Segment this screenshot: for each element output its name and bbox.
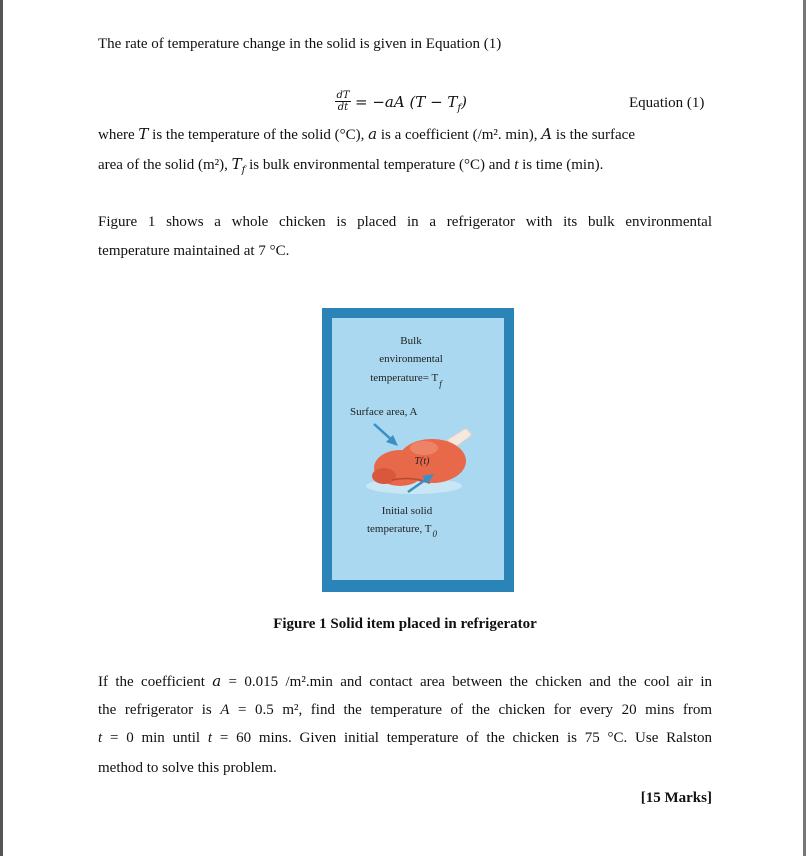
equation-rhs-main: = −aA (T − T (355, 93, 458, 111)
where-text: is time (min). (518, 157, 604, 173)
initial-label-2-text: temperature, T (366, 523, 432, 535)
marks-label: [15 Marks] (640, 790, 712, 806)
problem-line-1 (98, 671, 712, 692)
bulk-label-sub: f (439, 379, 442, 389)
where-line-2 (98, 154, 603, 181)
problem-text: = 0 min until (102, 730, 208, 746)
problem-line-3 (98, 728, 712, 748)
initial-label-1: Initial solid (381, 505, 433, 517)
intro-text: The rate of temperature change in the solid is given in Equation (1) (98, 36, 502, 52)
equation-rhs (355, 92, 467, 119)
equation-rhs-close: ) (461, 93, 467, 111)
problem-line-4: method to solve this problem. (98, 760, 277, 776)
equation-numerator: dT (336, 90, 350, 101)
var-t: t (207, 730, 213, 746)
var-t: t (98, 730, 103, 746)
equation-denominator: dt (337, 102, 349, 113)
chicken-temperature-label: T(t) (414, 456, 430, 467)
equation-fraction (335, 90, 351, 113)
bulk-label-2: environmental (379, 353, 443, 365)
problem-text: = 60 mins. Given initial temperature of the chicken is 75 °C. Use Ralston (212, 730, 713, 746)
var-T: T (138, 125, 149, 143)
var-a: a (368, 125, 378, 143)
figure-intro-line-2: temperature maintained at 7 °C. (98, 243, 290, 259)
where-text: area of the solid (m²), (98, 157, 232, 173)
var-t: t (514, 157, 519, 173)
equation-label: Equation (1) (629, 95, 705, 111)
page-edge-left (0, 0, 3, 856)
bulk-label-1: Bulk (400, 335, 422, 347)
where-text: is the temperature of the solid (°C), (148, 127, 369, 143)
var-Tf: T (231, 155, 242, 173)
bulk-label-3-text: temperature= T (370, 372, 439, 384)
problem-text: If the coefficient (98, 674, 213, 690)
figure-intro-line-1: Figure 1 shows a whole chicken is placed in a refrigerator with its bulk environmental (98, 214, 712, 230)
where-text: where (98, 127, 139, 143)
figure-caption: Figure 1 Solid item placed in refrigerator (273, 616, 537, 632)
problem-text: the refrigerator is (98, 702, 221, 718)
problem-line-2 (98, 700, 712, 720)
problem-text: = 0.5 m², find the temperature of the chicken for every 20 mins from (229, 702, 713, 718)
initial-label-sub: 0 (432, 529, 438, 539)
where-line-1 (98, 124, 635, 145)
equation-rhs-sub: f (457, 103, 462, 114)
var-a: a (212, 672, 222, 690)
figure-1 (322, 308, 514, 592)
where-text: is a coefficient (/m². min), (377, 127, 542, 143)
var-A: A (541, 125, 553, 143)
problem-text: = 0.015 /m².min and contact area between the chicken and the cool air in (221, 674, 713, 690)
var-A: A (220, 702, 230, 718)
var-Tf-sub: f (241, 165, 246, 176)
surface-area-label: Surface area, A (350, 406, 418, 418)
where-text: is the surface (552, 127, 635, 143)
where-text: is bulk environmental temperature (°C) and (245, 157, 515, 173)
